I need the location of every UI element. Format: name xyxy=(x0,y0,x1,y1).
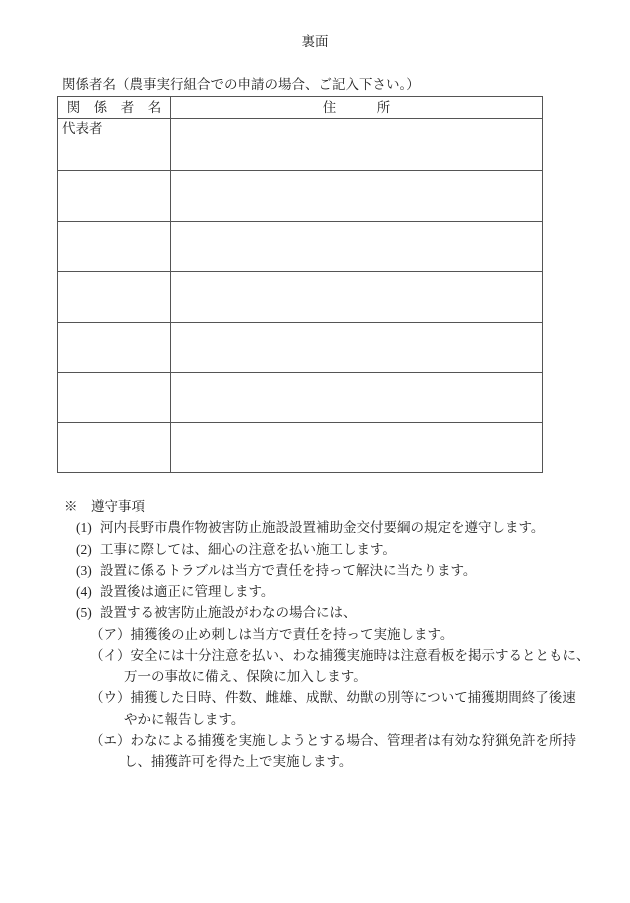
related-persons-table xyxy=(57,96,543,473)
subitem-continuation: し、捕獲許可を得た上で実施します。 xyxy=(124,754,353,769)
related-persons-caption: 関係者名（農事実行組合での申請の場合、ご記入下さい。） xyxy=(62,77,420,92)
subitem-text: 捕獲した日時、件数、雌雄、成獣、幼獣の別等について捕獲期間終了後速 xyxy=(130,690,576,706)
address-cell xyxy=(171,171,543,222)
compliance-item xyxy=(0,602,630,623)
compliance-item xyxy=(0,581,630,602)
address-cell xyxy=(171,222,543,272)
name-cell xyxy=(58,171,171,222)
compliance-heading: ※ 遵守事項 xyxy=(64,499,145,514)
compliance-subitem xyxy=(0,645,630,666)
subitem-number: （ウ） xyxy=(90,690,131,706)
table-row xyxy=(58,222,543,272)
name-cell xyxy=(58,323,171,373)
subitem-number: （イ） xyxy=(90,647,131,663)
address-cell xyxy=(171,119,543,171)
table-row xyxy=(58,171,543,222)
name-cell xyxy=(58,373,171,423)
page-title: 裏面 xyxy=(301,34,329,49)
address-cell xyxy=(171,323,543,373)
compliance-section xyxy=(0,496,630,772)
item-number: (4) xyxy=(76,584,92,599)
compliance-item xyxy=(0,539,630,560)
name-cell xyxy=(58,423,171,473)
subitem-text: わなによる捕獲を実施しようとする場合、管理者は有効な狩猟免許を所持 xyxy=(130,732,576,748)
subitem-continuation: 万一の事故に備え、保険に加入します。 xyxy=(124,669,367,684)
subitem-continuation: やかに報告します。 xyxy=(124,711,245,727)
header-name: 関 係 者 名 xyxy=(58,97,171,119)
compliance-subitem xyxy=(0,730,630,751)
item-number: (5) xyxy=(76,605,92,621)
subitem-number: （ア） xyxy=(90,626,131,642)
compliance-item xyxy=(0,517,630,538)
table-row xyxy=(58,423,543,473)
compliance-subitem xyxy=(0,687,630,708)
item-number: (2) xyxy=(76,541,92,557)
item-text: 河内長野市農作物被害防止施設設置補助金交付要綱の規定を遵守します。 xyxy=(100,520,545,536)
address-cell xyxy=(171,373,543,423)
subitem-text: 安全には十分注意を払い、わな捕獲実施時は注意看板を掲示するとともに、 xyxy=(130,647,590,663)
table-row xyxy=(58,119,543,171)
compliance-item xyxy=(0,560,630,581)
subitem-number: （エ） xyxy=(90,732,131,748)
table-header-row xyxy=(58,97,543,119)
name-cell xyxy=(58,272,171,323)
compliance-subitem xyxy=(0,624,630,645)
header-address: 住 所 xyxy=(171,97,543,119)
name-cell: 代表者 xyxy=(58,119,171,171)
table-row xyxy=(58,323,543,373)
item-text: 工事に際しては、細心の注意を払い施工します。 xyxy=(100,541,396,557)
item-number: (3) xyxy=(76,562,92,578)
table-row xyxy=(58,373,543,423)
name-cell xyxy=(58,222,171,272)
subitem-text: 捕獲後の止め刺しは当方で責任を持って実施します。 xyxy=(130,626,454,642)
item-text: 設置に係るトラブルは当方で責任を持って解決に当たります。 xyxy=(100,562,477,578)
item-text: 設置する被害防止施設がわなの場合には、 xyxy=(100,605,357,621)
item-text: 設置後は適正に管理します。 xyxy=(100,584,275,599)
address-cell xyxy=(171,272,543,323)
item-number: (1) xyxy=(76,520,92,536)
table-row xyxy=(58,272,543,323)
address-cell xyxy=(171,423,543,473)
